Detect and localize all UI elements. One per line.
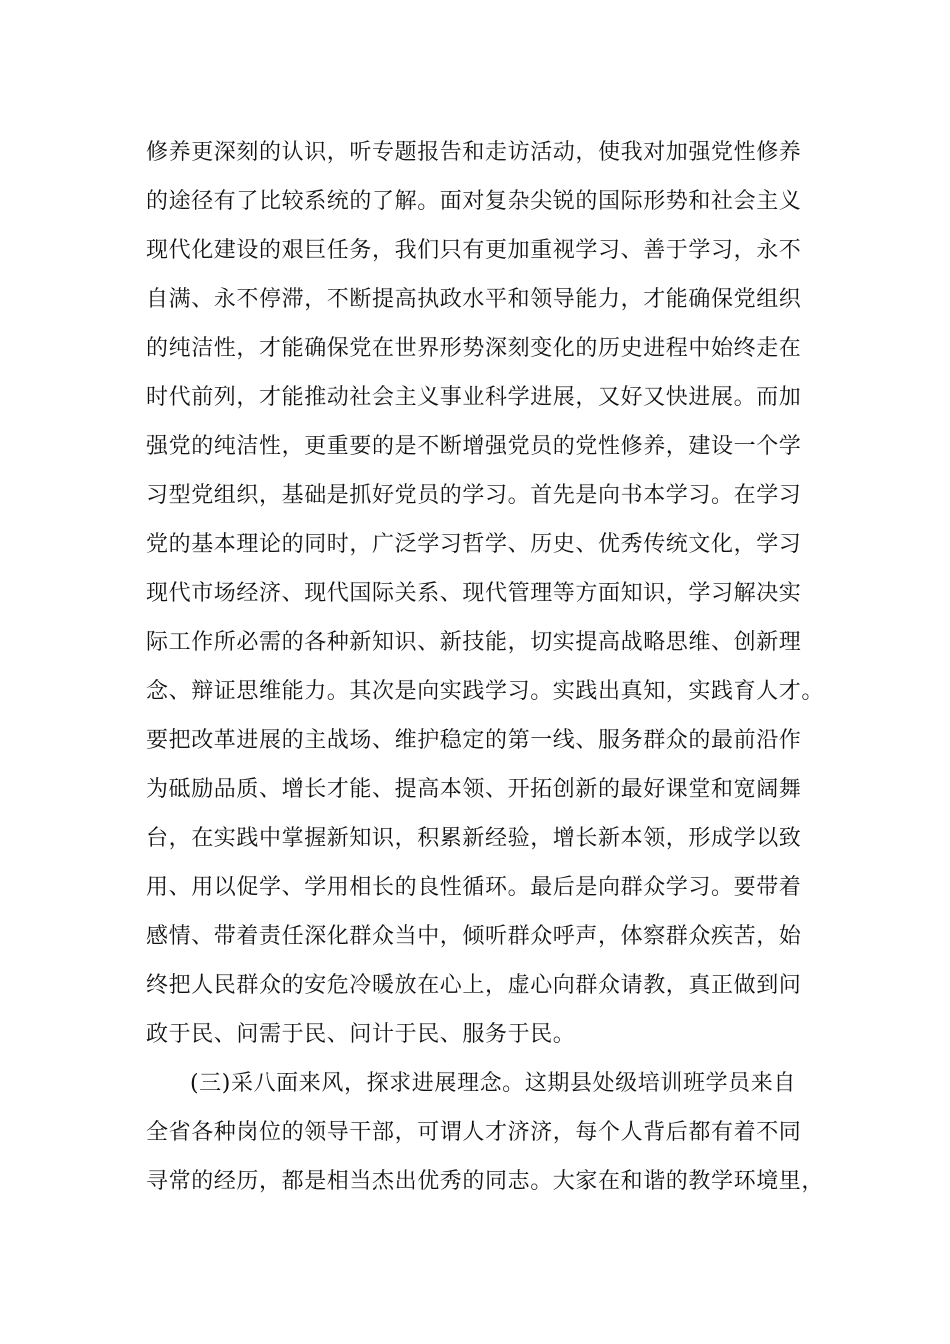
text-line: 用、用以促学、学用相长的良性循环。最后是向群众学习。要带着 [146,875,802,900]
text-line: 感情、带着责任深化群众当中，倾听群众呼声，体察群众疾苦，始 [146,924,802,949]
text-line: 的纯洁性，才能确保党在世界形势深刻变化的历史进程中始终走在 [146,336,802,361]
text-line: 寻常的经历，都是相当杰出优秀的同志。大家在和谐的教学环境里， [146,1169,825,1194]
text-line: 为砥励品质、增长才能、提高本领、开拓创新的最好课堂和宽阔舞 [146,777,802,802]
text-line: 念、辩证思维能力。其次是向实践学习。实践出真知，实践育人才。 [146,679,825,704]
text-line: 台，在实践中掌握新知识，积累新经验，增长新本领，形成学以致 [146,826,802,851]
text-line: 修养更深刻的认识，听专题报告和走访活动，使我对加强党性修养 [146,140,802,165]
text-line: 际工作所必需的各种新知识、新技能，切实提高战略思维、创新理 [146,630,802,655]
text-line: 全省各种岗位的领导干部，可谓人才济济，每个人背后都有着不同 [146,1120,802,1145]
text-line: 自满、永不停滞，不断提高执政水平和领导能力，才能确保党组织 [146,287,802,312]
text-line: 的途径有了比较系统的了解。面对复杂尖锐的国际形势和社会主义 [146,189,802,214]
section-heading-line: (三)采八面来风，探求进展理念。这期县处级培训班学员来自 [190,1071,796,1096]
text-line: 政于民、问需于民、问计于民、服务于民。 [146,1022,576,1047]
text-line: 党的基本理论的同时，广泛学习哲学、历史、优秀传统文化，学习 [146,532,802,557]
text-line: 强党的纯洁性，更重要的是不断增强党员的党性修养，建设一个学 [146,434,802,459]
document-body [146,128,826,1206]
text-line: 时代前列，才能推动社会主义事业科学进展，又好又快进展。而加 [146,385,802,410]
text-line: 终把人民群众的安危冷暖放在心上，虚心向群众请教，真正做到问 [146,973,802,998]
text-line: 现代化建设的艰巨任务，我们只有更加重视学习、善于学习，永不 [146,238,802,263]
text-line: 要把改革进展的主战场、维护稳定的第一线、服务群众的最前沿作 [146,728,802,753]
text-line: 习型党组织，基础是抓好党员的学习。首先是向书本学习。在学习 [146,483,802,508]
text-line: 现代市场经济、现代国际关系、现代管理等方面知识，学习解决实 [146,581,802,606]
